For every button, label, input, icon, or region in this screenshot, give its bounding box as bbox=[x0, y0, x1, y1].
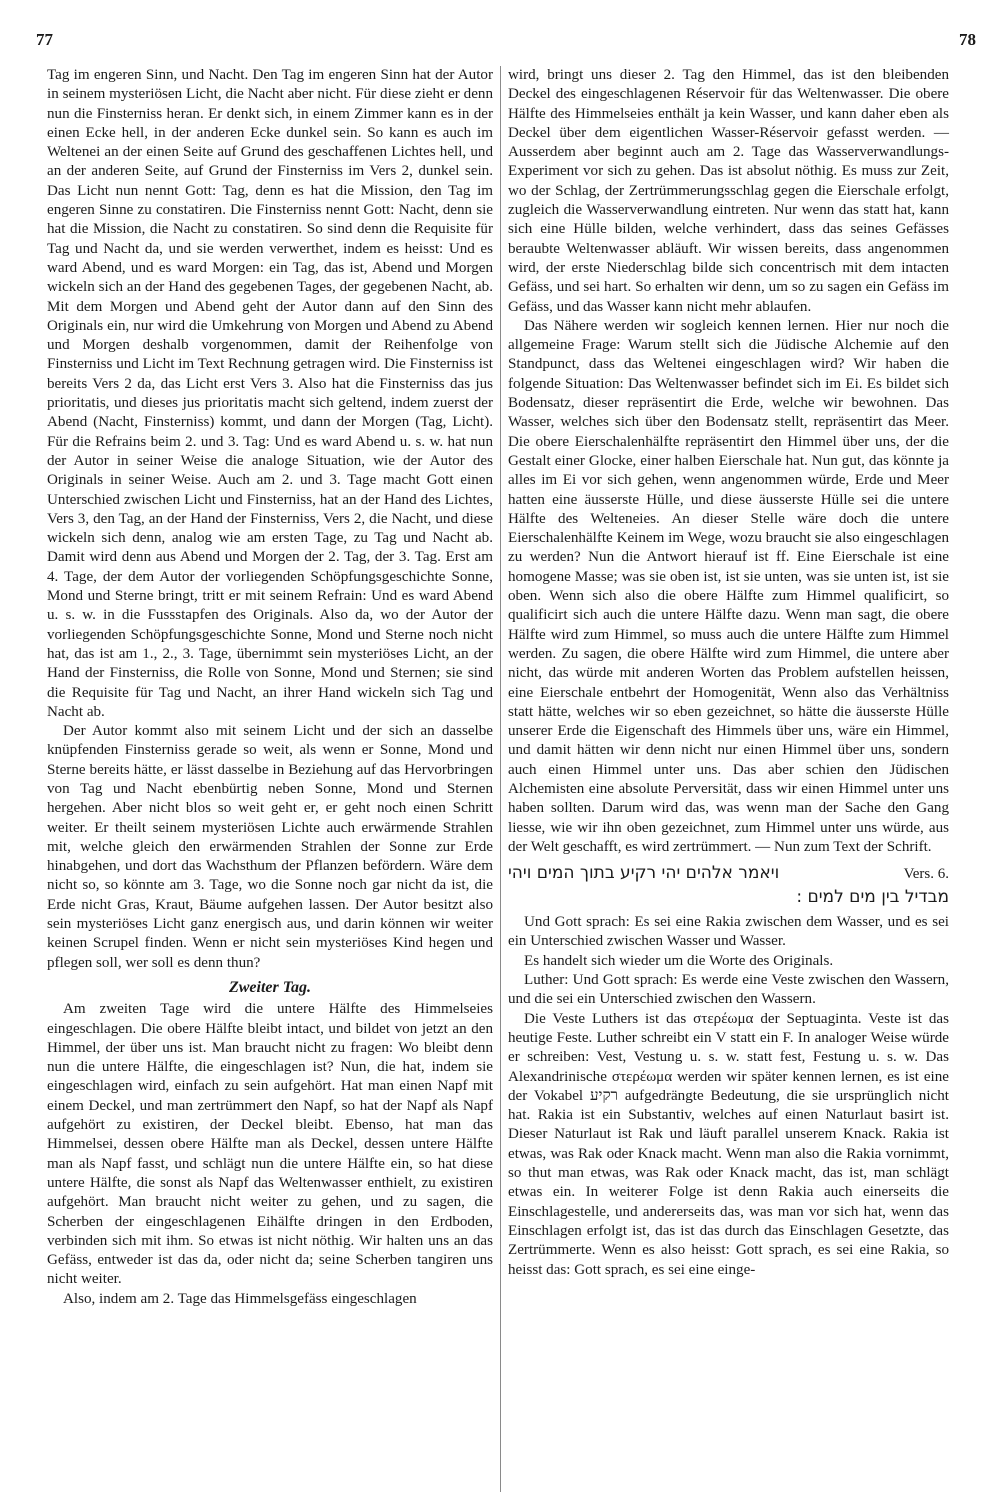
column-divider bbox=[500, 66, 501, 1492]
hebrew-verse-block bbox=[508, 862, 949, 909]
right-paragraph-3: Und Gott sprach: Es sei eine Rakia zwischen dem Wasser, und es sei ein Unterschied zwischen Wasser und Wasser. bbox=[508, 914, 949, 950]
right-paragraph-5: Luther: Und Gott sprach: Es werde eine Veste zwischen den Wassern, und die sei ein Unterschied zwischen den Wassern. bbox=[508, 972, 949, 1008]
left-column bbox=[47, 66, 493, 1309]
hebrew-line-2-row bbox=[508, 886, 949, 909]
left-paragraph-2: Der Autor kommt also mit seinem Licht und der sich an dasselbe knüpfenden Finsterniss gerade so weit, als wenn er Sonne, Mond und Sterne bereits hätte, er lässt dasselbe in Beziehung auf das Hervorbringen von Tag und Nacht ebenbürtig neben Sonne, Mond und Sternen hergehen. Aber nicht blos so weit geht er, er geht noch einen Schritt weiter. Er theilt seinem mysteriösen Lichte auch erwärmende Strahlen mit, welche gleich den erwärmenden Strahlen der Sonne zur Erde hinabgehen, und dort das Wachsthum der Pflanzen befördern. Wäre dem nicht so, so könnte am 3. Tage, wo die Sonne noch gar nicht da ist, die Erde nicht Gras, Kraut, Bäume aufgehen lassen. Der Autor besitzt also sein mysteriöses Licht ganz energisch aus, und darin können wir weiter keinen Scrupel finden. Wenn er nicht sein mysteriöses Kind hegen und pflegen soll, wer soll es denn thun? bbox=[47, 723, 493, 971]
section-heading-zweiter-tag: Zweiter Tag. bbox=[228, 978, 312, 996]
left-paragraph-3: Am zweiten Tage wird die untere Hälfte des Himmelseies eingeschlagen. Die obere Hälfte bleibt intact, und bildet von jetzt an den Himmel, der über uns ist. Man braucht nicht zu fragen: Wo bleibt denn nun die untere Hälfte, die eingeschlagen ist? Nun, die hat, indem sie eingeschlagen wird, einfach zu sein aufgehört. Hat man einen Napf mit einem Deckel, und man zertrümmert den Napf, so hat der Napf als Napf aufgehört zu existiren, der Deckel bleibt. Ebenso, hat man das Himmelsei, dessen obere Hälfte man als Deckel, dessen untere Hälfte man als Napf fasst, und schlägt nun die untere Hälfte ein, so hat diese untere Hälfte, die sonst als Napf das Weltenwasser enthielt, zu existiren aufgehört. Man braucht nicht weiter zu gehen, und zu sagen, die Scherben der eingeschlagenen Eihälfte dringen in den Erdboden, verbinden sich mit ihm. So etwas ist nicht nöthig. Wir halten uns an das Gefäss, entweder ist das da, oder nicht da; seine Scherben tangiren uns nicht weiter. bbox=[47, 1001, 493, 1288]
hebrew-line-2: מבדיל בין מים למים : bbox=[796, 887, 949, 908]
hebrew-line-1-row bbox=[508, 862, 949, 886]
verse-reference: Vers. 6. bbox=[903, 866, 949, 883]
left-paragraph-4: Also, indem am 2. Tage das Himmelsgefäss eingeschlagen bbox=[63, 1290, 417, 1307]
page-number-left: 77 bbox=[36, 30, 53, 49]
right-column bbox=[508, 66, 949, 1280]
page-number-right: 78 bbox=[959, 30, 976, 49]
hebrew-line-1: ויאמר אלהים יהי רקיע בתוך המים ויהי bbox=[508, 863, 780, 884]
right-paragraph-1: wird, bringt uns dieser 2. Tag den Himmel, das ist den bleibenden Deckel des eingeschlagenen Réservoir für das Weltenwasser. Die obere Hälfte des Himmelseies enthält ja kein Wasser, und kann daher eben als Deckel über dem eigentlichen Wasser-Réservoir gefasst werden. — Ausserdem aber beginnt auch am 2. Tage das Wasserverwandlungs-Experiment vor sich zu gehen. Das ist absolut nöthig. Es muss zur Zeit, wo der Schlag, der Zertrümmerungsschlag gegen die Eierschale erfolgt, zugleich die Wasserverwandlung eintreten. Nur wenn das statt hat, kann sich eine Hülle bilden, welche verhindert, dass das seines Gefässes beraubte Weltenwasser abläuft. Wir wissen bereits, dass angenommen wird, der erste Niederschlag bilde sich concentrisch mit dem intacten Gefäss, und sei hart. So erhalten wir denn, um so zu sagen ein Gefäss im Gefäss, und das Wasser kann nicht mehr ablaufen. bbox=[508, 67, 949, 315]
right-paragraph-6: Die Veste Luthers ist das στερέωμα der Septuaginta. Veste ist das heutige Feste. Luther schreibt ein V statt ein F. In analoger Weise würde er schreiben: Vest, Vestung u. s. w. statt fest, Festung u. s. w. Das Alexandrinische στερέωμα werden wir später kennen lernen, es ist eine der Vokabel רקיע aufgedrängte Bedeutung, die sie ursprünglich nicht hat. Rakia ist ein Substantiv, welches auf einen Naturlaut basirt ist. Dieser Naturlaut ist Rak und läuft parallel unserem Knack. Rakia ist etwas, was Rak oder Knack macht. Wenn man also die Rakia vornimmt, so thut man etwas, was Rak oder Knack macht, das ist, man schlägt etwas ein. In weiterer Folge ist denn Rakia auch einerseits die Einschlagestelle, und andererseits das, was man vor sich hat, wenn das Einschlagen erfolgt ist, das ist das durch das Einschlagen Gesetzte, das Zertrümmerte. Wenn es also heisst: Gott sprach, es sei eine Rakia, so heisst das: Gott sprach, es sei eine einge- bbox=[508, 1010, 949, 1278]
right-paragraph-4: Es handelt sich wieder um die Worte des Originals. bbox=[524, 952, 834, 969]
left-paragraph-1: Tag im engeren Sinn, und Nacht. Den Tag im engeren Sinn hat der Autor in seinem mysteriösen Licht, die Nacht aber nicht. Für diese zieht er denn nun die Finsterniss heran. Er denkt sich, in einem Zimmer kann es in der einen Ecke hell, in der anderen Ecke dunkel sein. So kann es auch im Weltenei an der einen Seite auf Grund des geschaffenen Lichtes hell, und an der anderen Seite, auf Grund der Finsterniss im Vers 2, dunkel sein. Das Licht nun nennt Gott: Tag, denn es hat die Mission, den Tag im engeren Sinne zu constatiren. Die Finsterniss nennt Gott: Nacht, denn sie hat die Mission, die Nacht zu constatiren. So sind denn die Requisite für Tag und Nacht da, und sie werden verwerthet, indem es heisst: Und es ward Abend, und es ward Morgen: ein Tag, das ist, Abend und Morgen wickeln sich an der Hand des gegebenen Tages, der gegebenen Nacht, ab. Mit dem Morgen und Abend geht der Autor dann auf den Sinn des Originals ein, nur wird die Umkehrung von Morgen und Abend zu Abend und Morgen deshalb vorgenommen, damit der Reihenfolge von Finsterniss und Licht im Text Rechnung getragen wird. Die Finsterniss ist bereits Vers 2 da, das Licht erst Vers 3. Also hat die Finsterniss das jus prioritatis, und dieses jus prioritatis macht sich geltend, indem zuerst der Abend (Nacht, Finsterniss) kommt, und dann der Morgen (Tag, Licht). Für die Refrains beim 2. und 3. Tag: Und es ward Abend u. s. w. hat nun der Autor in seiner Weise die analoge Situation, wie der Autor des Originals in seiner Weise. Auch am 2. und 3. Tage macht Gott einen Unterschied zwischen Licht und Finsterniss, hat an der Hand des Lichtes, Vers 3, den Tag, an der Hand der Finsterniss, Vers 2, die Nacht, und diese wickeln sich denn, analog wie am ersten Tage, zu Tag und Nacht ab. Damit wird denn aus Abend und Morgen der 2. Tag, der 3. Tag. Erst am 4. Tage, der dem Autor der vorliegenden Schöpfungsgeschichte Sonne, Mond und Sterne bringt, tritt er mit seinem Refrain: Und es ward Abend u. s. w. in die Fussstapfen des Originals. Also da, wo der Autor der vorliegenden Schöpfungsgeschichte Sonne, Mond und Sterne noch nicht hat, das ist am 1., 2., 3. Tage, übernimmt sein mysteriöses Licht, an der Hand der Finsterniss, die Rolle von Sonne, Mond und Sternen; sie sind die Requisite für Tag und Nacht, an ihrer Hand wickeln sich Tag und Nacht ab. bbox=[47, 67, 493, 720]
right-paragraph-2: Das Nähere werden wir sogleich kennen lernen. Hier nur noch die allgemeine Frage: Warum stellt sich die Jüdische Alchemie auf den Standpunct, dass das Weltenei eingeschlagen wird? Wir haben die folgende Situation: Das Weltenwasser befindet sich im Ei. Es bildet sich Bodensatz, dieser repräsentirt die Erde, welche wir bewohnen. Das Wasser, welches sich über den Bodensatz stellt, repräsentirt das Meer. Die obere Eierschalenhälfte repräsentirt den Himmel über uns, der die Gestalt einer Glocke, einer halben Eierschale hat. Nun gut, das könnte ja alles im Ei vor sich gehen, wenn angenommen würde, Erde und Meer hatten eine äusserste Hülle, und diese äusserste Hülle sei die untere Hälfte des Welteneies. An dieser Stelle wäre doch die untere Eierschalenhälfte Keinem im Wege, wozu braucht sie also eingeschlagen zu werden? Nun die Antwort hierauf ist ff. Eine Eierschale ist eine homogene Masse; was sie oben ist, ist sie unten, was sie unten ist, ist sie oben. Wenn sich also die obere Hälfte zum Himmel qualificirt, so qualificirt sich auch die untere Hälfte dazu. Wenn man sagt, die obere Hälfte wird zum Himmel, so muss auch die untere Hälfte zum Himmel werden. Zu sagen, die obere Hälfte wird zum Himmel, die untere aber nicht, das würde mit anderen Worten das Problem aufstellen heissen, eine Eierschale entbehrt der Homogenität, Wenn also das Verhältniss statt hätte, welches wir so eben gezeichnet, so hätte die äusserste Hülle unserer Erde die Eigenschaft des Himmels über uns, wäre ein Himmel, und damit hätten wir denn nicht nur einen Himmel über uns, sondern auch einen Himmel unter uns. Das aber schien den Jüdischen Alchemisten eine absolute Perversität, dass wir einen Himmel unter uns haben sollten. Darum wird das, was wenn man der Sache den Gang liesse, wie wir ihn oben gezeichnet, zum Himmel unter uns würde, aus der Welt geschafft, es wird zertrümmert. — Nun zum Text der Schrift. bbox=[508, 317, 949, 855]
